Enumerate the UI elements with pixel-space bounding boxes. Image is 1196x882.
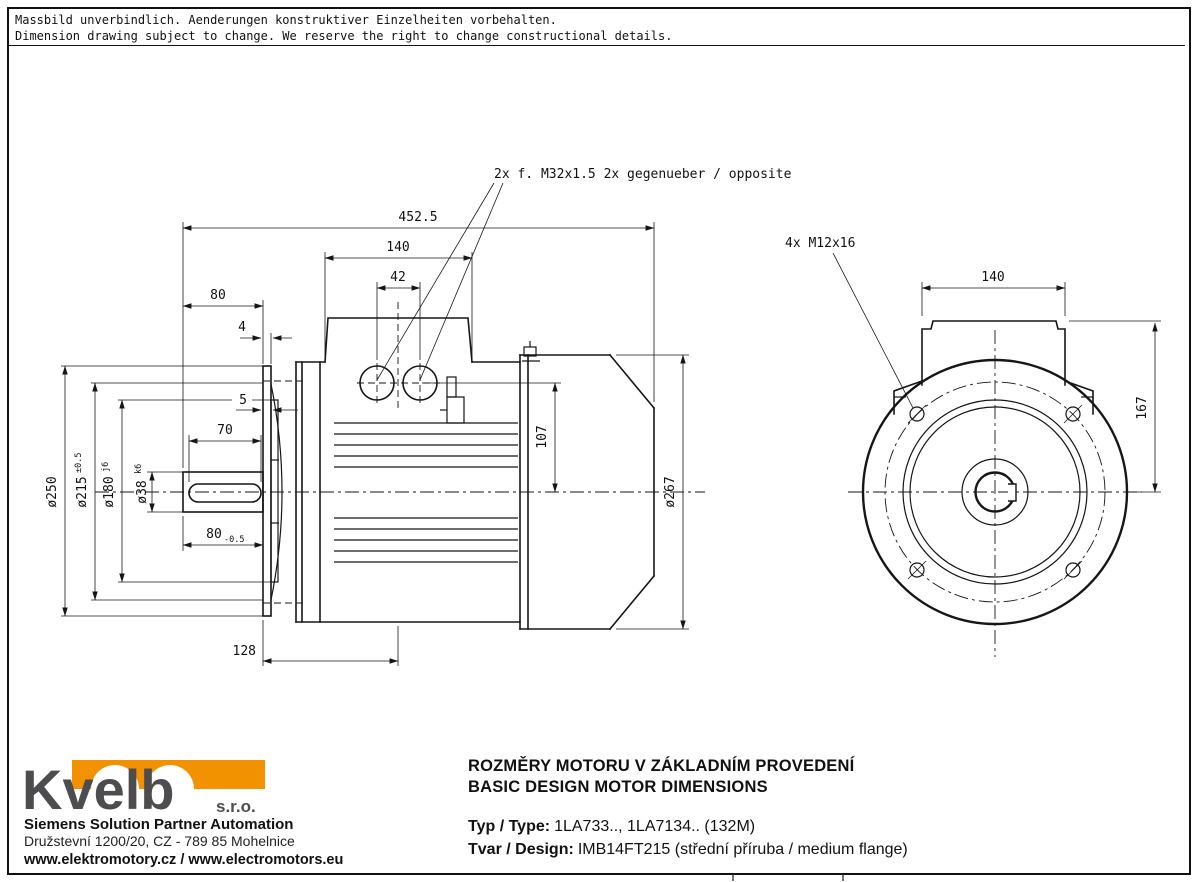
logo-wordmark: Kvelb bbox=[22, 758, 175, 816]
dim-front-box-width: 140 bbox=[981, 270, 1005, 285]
logo-suffix: s.r.o. bbox=[216, 797, 256, 816]
terminal-lug bbox=[440, 377, 464, 423]
design-line bbox=[468, 841, 908, 859]
dim-bolt-circle-tol: ±0.5 bbox=[74, 452, 84, 473]
cable-gland-annotation: 2x f. M32x1.5 2x gegenueber / opposite bbox=[494, 167, 792, 182]
dim-box-top-height: 167 bbox=[1135, 396, 1150, 420]
flange-hole-leader bbox=[833, 253, 913, 408]
dim-keyway-length: 70 bbox=[217, 423, 233, 438]
dim-spigot-dia: ø180 bbox=[102, 476, 117, 508]
kvelb-logo bbox=[20, 754, 270, 821]
dim-flange-dia: ø250 bbox=[45, 476, 60, 508]
cable-gland-1 bbox=[360, 366, 394, 400]
dim-bolt-circle-dia: ø215 bbox=[75, 476, 90, 508]
website-line: www.elektromotory.cz / www.electromotors.eu bbox=[24, 852, 344, 868]
drawing-title-en: BASIC DESIGN MOTOR DIMENSIONS bbox=[468, 778, 768, 796]
keyway-slot bbox=[189, 484, 261, 502]
dim-shaft-extension: 80 bbox=[210, 288, 226, 303]
dim-flange-to-box-center: 128 bbox=[232, 644, 256, 659]
dim-spigot-dia-tol: j6 bbox=[101, 461, 111, 472]
flange-spigot bbox=[271, 400, 278, 582]
keyway-front bbox=[1008, 484, 1016, 501]
dim-gland-center-height: 107 bbox=[535, 425, 550, 449]
dim-body-dia: ø267 bbox=[663, 476, 678, 508]
dim-spigot-depth: 5 bbox=[239, 393, 247, 408]
cooling-fins bbox=[334, 423, 518, 562]
type-label: Typ / Type: bbox=[468, 818, 551, 835]
dim-box-width: 140 bbox=[386, 240, 410, 255]
dim-overall-length: 452.5 bbox=[398, 210, 438, 225]
side-extension-lines bbox=[61, 222, 689, 666]
type-line bbox=[468, 818, 755, 836]
fan-cowl bbox=[520, 341, 654, 629]
dim-gland-spacing: 42 bbox=[390, 270, 406, 285]
drawing-title-cs: ROZMĚRY MOTORU V ZÁKLADNÍM PROVEDENÍ bbox=[468, 757, 855, 775]
dim-shaft-length: 80 bbox=[206, 527, 222, 542]
design-value: IMB14FT215 (střední příruba / medium flange) bbox=[577, 841, 908, 858]
disclaimer-line-en: Dimension drawing subject to change. We reserve the right to change constructional details. bbox=[15, 29, 673, 43]
address-line: Družstevní 1200/20, CZ - 789 85 Mohelnice bbox=[24, 833, 295, 849]
dim-step: 4 bbox=[238, 320, 246, 335]
flange-disc bbox=[263, 366, 271, 616]
dim-shaft-dia-tol: k6 bbox=[134, 463, 144, 474]
terminal-box bbox=[325, 318, 472, 362]
dim-shaft-dia: ø38 bbox=[135, 480, 150, 504]
side-dimension-labels bbox=[45, 167, 792, 659]
side-view bbox=[45, 167, 792, 666]
type-value: 1LA733.., 1LA7134.. (132M) bbox=[554, 818, 756, 835]
front-view bbox=[785, 236, 1161, 657]
flange-holes-annotation: 4x M12x16 bbox=[785, 236, 856, 251]
kvelb-logo-graphic bbox=[20, 754, 270, 816]
disclaimer-line-de: Massbild unverbindlich. Aenderungen konstruktiver Einzelheiten vorbehalten. bbox=[15, 13, 557, 27]
dim-shaft-length-tol: -0.5 bbox=[224, 535, 245, 545]
design-label: Tvar / Design: bbox=[468, 841, 574, 858]
partner-line: Siemens Solution Partner Automation bbox=[24, 816, 294, 833]
